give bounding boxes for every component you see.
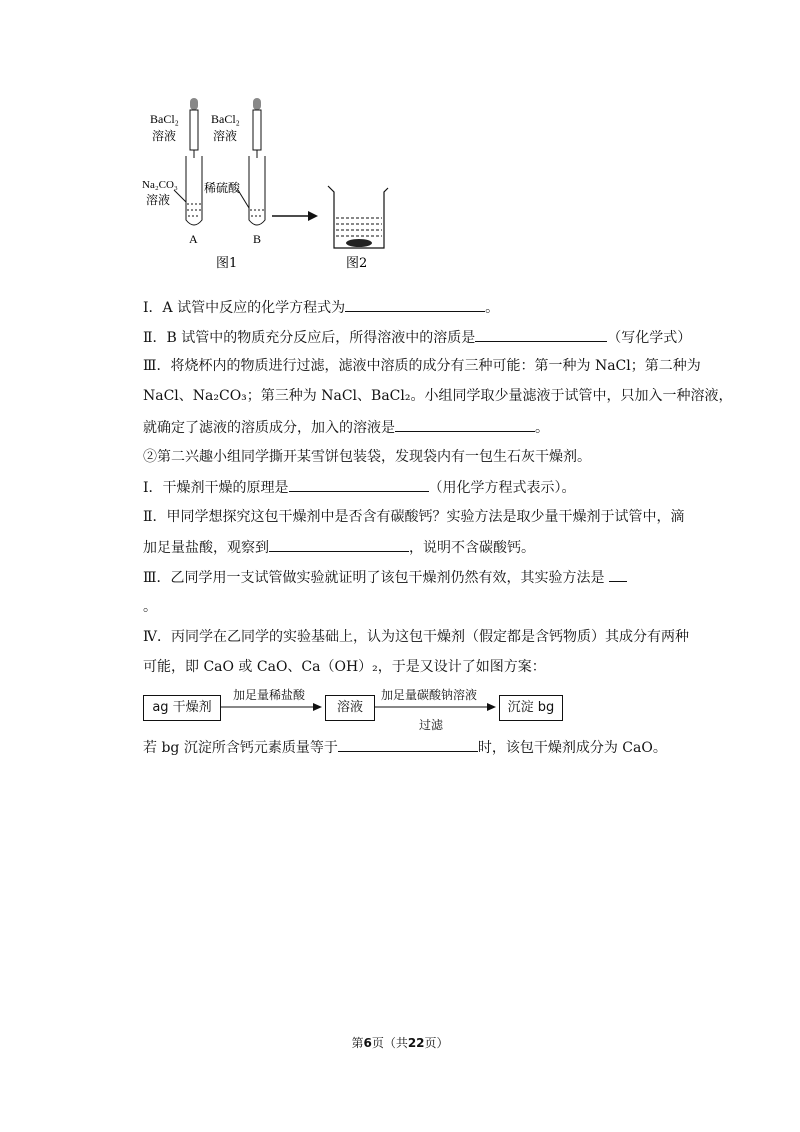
dilute-acid-label: 稀硫酸: [204, 181, 241, 195]
dropper-b: [253, 98, 261, 158]
na2co3-label: Na₂CO₃: [142, 179, 178, 191]
arrow-right-icon: [272, 211, 318, 221]
flow-label-filter: 过滤: [419, 718, 444, 732]
answer-blank-6[interactable]: [609, 567, 627, 582]
question-line-5: 就确定了滤液的溶质成分，加入的溶液是 。: [143, 417, 549, 438]
flow-arrow-2-icon: [375, 700, 497, 714]
question-line-13: 可能，即 CaO 或 CaO、Ca（OH）₂，于是又设计了如图方案：: [143, 659, 546, 675]
answer-blank-5[interactable]: [269, 537, 409, 552]
flow-arrow-1-icon: [221, 700, 323, 714]
page-number: 6: [363, 1036, 372, 1050]
question-line-2: Ⅱ．B 试管中的物质充分反应后，所得溶液中的溶质是 （写化学式）: [143, 327, 691, 348]
question-line-6: ②第二兴趣小组同学撕开某雪饼包装袋，发现袋内有一包生石灰干燥剂。: [143, 449, 591, 465]
flow-diagram: [143, 686, 583, 736]
figure2-caption: 图2: [346, 256, 368, 271]
experiment-figure: [138, 92, 398, 277]
tube-a-label: A: [189, 232, 198, 246]
figure1-caption: 图1: [216, 256, 238, 271]
flow-box-precipitate: 沉淀 bg: [499, 695, 563, 721]
test-tube-a: [186, 156, 202, 225]
question-line-10: Ⅲ．乙同学用一支试管做实验就证明了该包干燥剂仍然有效，其实验方法是: [143, 567, 627, 588]
answer-blank-7[interactable]: [338, 737, 478, 752]
question-line-3: Ⅲ．将烧杯内的物质进行过滤，滤液中溶质的成分有三种可能：第一种为 NaCl；第二种为: [143, 358, 701, 374]
page-total: 22: [407, 1036, 425, 1050]
na2co3-solution-label: 溶液: [146, 193, 171, 207]
solution-label-a: 溶液: [152, 129, 177, 143]
flow-label-na2co3: 加足量碳酸钠溶液: [381, 688, 478, 702]
answer-blank-4[interactable]: [289, 477, 429, 492]
question-line-11: 。: [143, 599, 157, 615]
dropper-a: [190, 98, 198, 158]
beaker: [328, 186, 388, 248]
flow-label-hcl: 加足量稀盐酸: [233, 688, 306, 702]
bacl2-label-b: BaCl₂: [211, 112, 240, 126]
answer-blank-3[interactable]: [395, 417, 535, 432]
question-line-14: 若 bg 沉淀所含钙元素质量等于 时，该包干燥剂成分为 CaO。: [143, 737, 667, 758]
flow-box-solution: 溶液: [325, 695, 375, 721]
question-line-1: Ⅰ．A 试管中反应的化学方程式为 。: [143, 297, 499, 318]
answer-blank-1[interactable]: [345, 297, 485, 312]
question-line-12: Ⅳ．丙同学在乙同学的实验基础上，认为这包干燥剂（假定都是含钙物质）其成分有两种: [143, 629, 689, 645]
test-tube-b: [249, 156, 265, 225]
bacl2-label-a: BaCl₂: [150, 112, 179, 126]
leader-line-a: [174, 190, 186, 202]
tube-b-label: B: [253, 232, 262, 246]
answer-blank-2[interactable]: [475, 327, 607, 342]
question-line-8: Ⅱ．甲同学想探究这包干燥剂中是否含有碳酸钙？实验方法是取少量干燥剂于试管中，滴: [143, 509, 685, 525]
solution-label-b: 溶液: [213, 129, 238, 143]
page-footer: 第6页（共22页）: [351, 1036, 449, 1050]
question-line-7: Ⅰ．干燥剂干燥的原理是 （用化学方程式表示）。: [143, 477, 576, 498]
question-line-9: 加足量盐酸，观察到 ，说明不含碳酸钙。: [143, 537, 535, 558]
question-line-4: NaCl、Na₂CO₃；第三种为 NaCl、BaCl₂。小组同学取少量滤液于试管中，只加入一种溶液，: [143, 388, 733, 404]
flow-box-desiccant: ag 干燥剂: [143, 695, 221, 721]
